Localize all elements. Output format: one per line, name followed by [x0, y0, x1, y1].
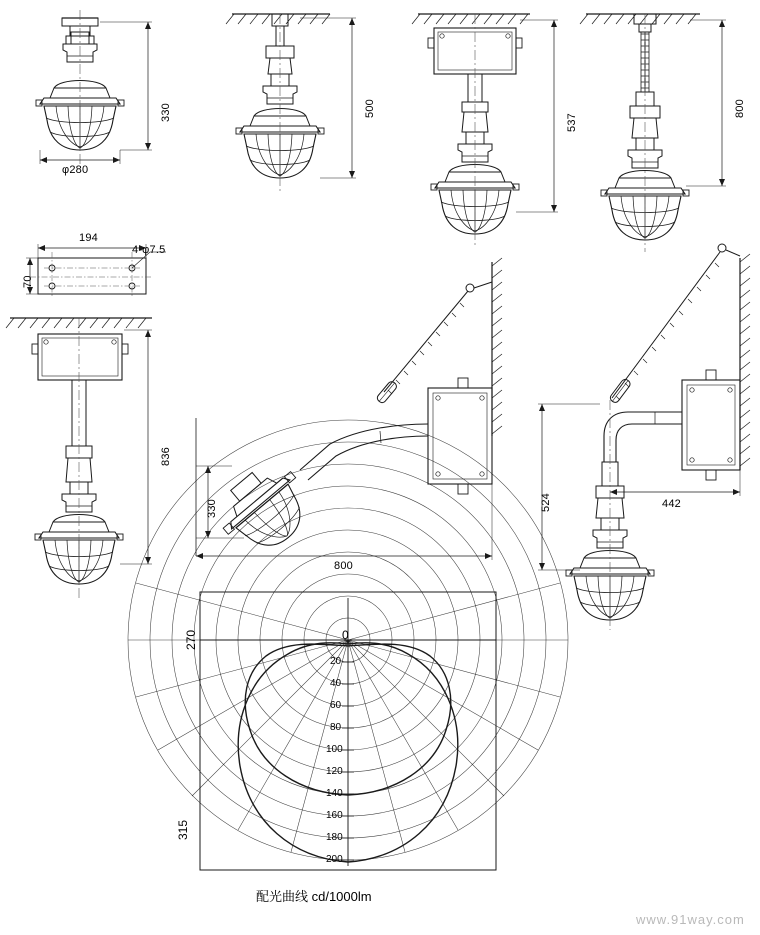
polar-tick-140: 140: [326, 788, 343, 799]
polar-tick-120: 120: [326, 766, 343, 777]
dim-label-800-view7: 800: [334, 560, 353, 572]
view-1-geometry: [36, 10, 152, 166]
view-3-geometry: [412, 14, 558, 248]
dim-label-4-phi7-5: 4-φ7.5: [132, 244, 166, 256]
polar-tick-80: 80: [330, 722, 342, 733]
polar-angle-315: 315: [176, 819, 190, 840]
view-6-geometry: [6, 318, 152, 598]
polar-tick-40: 40: [330, 678, 342, 689]
polar-tick-20: 20: [330, 656, 342, 667]
polar-angle-0: 0: [342, 628, 349, 642]
dim-label-800-view4: 800: [734, 99, 746, 118]
view-8-geometry: [538, 244, 758, 630]
polar-angle-270: 270: [184, 629, 198, 650]
dim-label-phi280: φ280: [62, 164, 89, 176]
dim-label-836: 836: [160, 447, 172, 466]
polar-tick-160: 160: [326, 810, 343, 821]
site-watermark: www.91way.com: [636, 912, 745, 927]
dim-label-330-view1: 330: [160, 103, 172, 122]
polar-tick-100: 100: [326, 744, 343, 755]
polar-tick-200: 200: [326, 854, 343, 865]
dim-label-442: 442: [662, 498, 681, 510]
dim-label-524: 524: [540, 493, 552, 512]
dim-label-500: 500: [364, 99, 376, 118]
diagram-caption: 配光曲线 cd/1000lm: [256, 889, 372, 904]
view-4-geometry: [580, 14, 726, 252]
dim-label-537: 537: [566, 113, 578, 132]
polar-tick-60: 60: [330, 700, 342, 711]
dim-label-194: 194: [79, 232, 98, 244]
dim-label-330-view7: 330: [206, 499, 218, 518]
view-2-geometry: [226, 14, 356, 192]
polar-tick-180: 180: [326, 832, 343, 843]
view-7-geometry: [196, 258, 502, 566]
dim-label-70: 70: [22, 275, 34, 288]
